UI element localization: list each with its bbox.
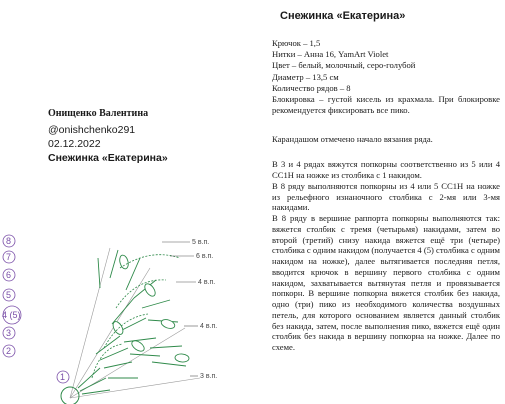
row-number: 6: [6, 270, 12, 280]
row-number: 5: [6, 290, 12, 300]
author-name: Онищенко Валентина: [48, 108, 149, 119]
row-number: 1: [60, 372, 66, 382]
row-number-circles: [3, 235, 69, 383]
spec-hook: Крючок – 1,5: [272, 38, 321, 48]
author-block: [48, 108, 248, 165]
spec-color: Цвет – белый, молочный, серо-голубой: [272, 60, 416, 71]
author-handle: @onishchenko291: [48, 124, 136, 136]
pencil-note: Карандашом отмечено начало вязания ряда.: [272, 134, 433, 145]
row-numbers: [2, 236, 65, 382]
row-number: 8: [6, 236, 12, 246]
pico-label: 3 в.п.: [200, 373, 218, 380]
spec-diameter: Диаметр – 13,5 см: [272, 71, 339, 82]
instructions: [272, 159, 500, 353]
pico-label: 4 в.п.: [200, 323, 218, 330]
row-number: 4 (5): [2, 310, 21, 320]
crochet-diagram: [0, 228, 235, 404]
center-ring: [61, 387, 79, 404]
instruction-paragraph: В 8 ряду в вершине раппорта попкорны выполняются так: вяжется столбик с тремя (четырьмя) накидами, затем во второй (третий) снизу накида вяжется ещё три (четыре) столбика с одним накидом (получается 4 (5) столбика с одним накидом на ножке), далее вытягивается последняя петля, вводится крючок в вершину первого столбика с одним накидом, захватывается вытянутая петля и провязывается попкорн. В вершине попкорна вяжется столбик без накида, одно (три) пико из необходимого количества воздушных петель, для которого основанием является данный столбик без накида, затем, после выполнения пико, вяжется ещё один столбик без накида в вершину попкорна на ножке. Далее по схеме.: [272, 213, 500, 353]
pico-label: 5 в.п.: [192, 239, 210, 246]
row-number: 7: [6, 252, 12, 262]
author-date: 02.12.2022: [48, 138, 101, 150]
description-column: [272, 10, 500, 353]
spec-list: [272, 38, 500, 116]
spec-yarn: Нитки – Анна 16, YamArt Violet: [272, 49, 389, 60]
pico-label: 4 в.п.: [198, 279, 216, 286]
instruction-paragraph: В 8 ряду выполняются попкорны из 4 или 5 СС1Н на ножке из рельефного изнаночного столбика с 2-мя или 3-мя накидами.: [272, 180, 500, 213]
pico-label: 6 в.п.: [196, 253, 214, 260]
author-work-title: Снежинка «Екатерина»: [48, 152, 168, 164]
spec-blocking: Блокировка – густой кисель из крахмала. При блокировке рекомендуется фиксировать все пико.: [272, 94, 500, 116]
instruction-paragraph: В 3 и 4 рядах вяжутся попкорны соответственно из 5 или 4 СС1Н на ножке из столбика с 1 накидом.: [272, 159, 500, 181]
page-title: Снежинка «Екатерина»: [280, 10, 406, 22]
pico-labels: [192, 239, 217, 380]
row-number: 2: [6, 346, 12, 356]
chain-arcs: [92, 255, 180, 378]
spec-rows: Количество рядов – 8: [272, 82, 351, 93]
row-number: 3: [6, 328, 12, 338]
